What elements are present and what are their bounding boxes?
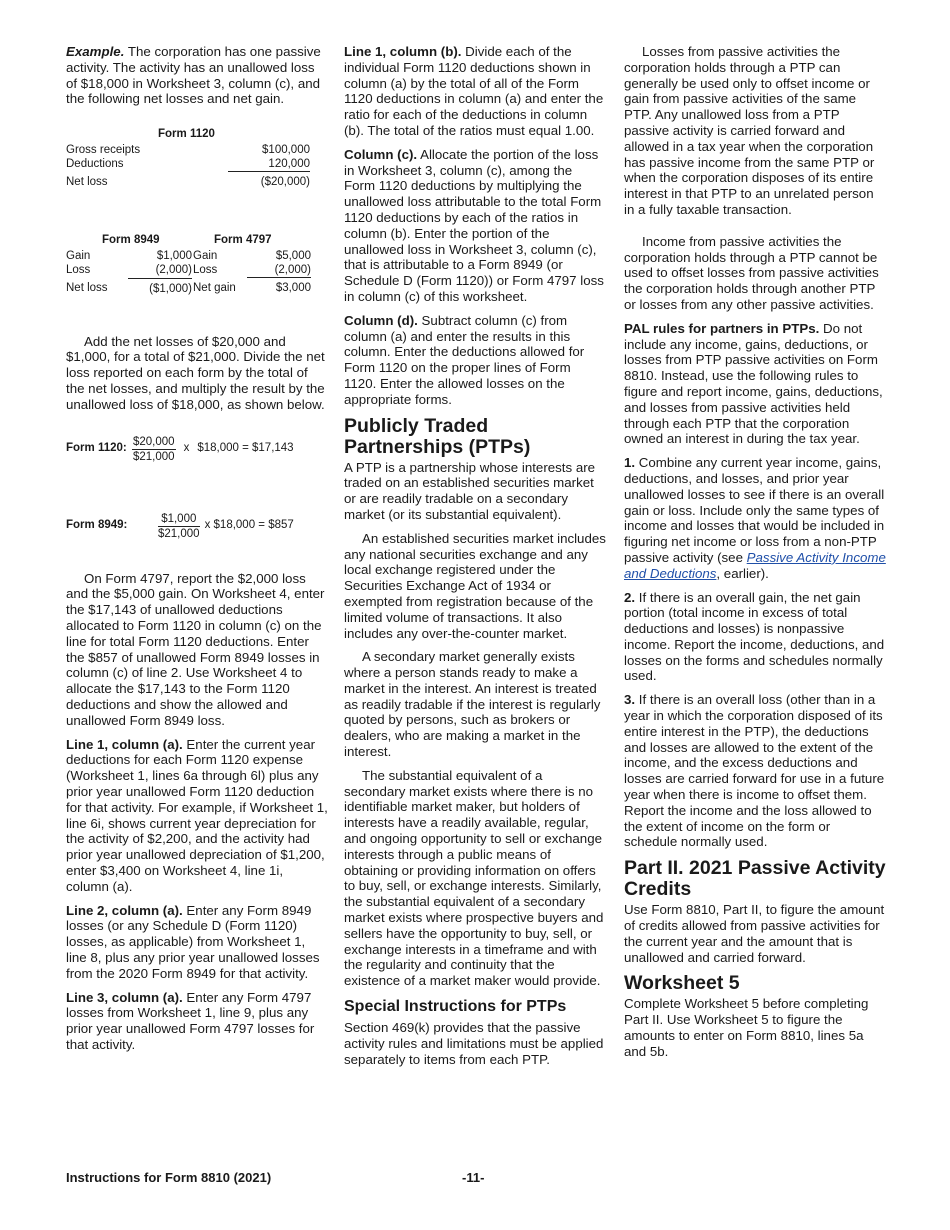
column-d-paragraph: Column (d). Subtract column (c) from column (a) and enter the results in this column. Enter the deductions allowed for Form 1120 on the proper lines of Form 1120. Enter the allowed losses on the appropriate forms. [344,312,585,407]
form-8949-calculation: Form 8949: $\frac{\$1,000}{\$21,000}$ x $18,000 = $857 [66,512,294,540]
column-2 [344,44,606,1075]
ptp-income-paragraph: Income from passive activities the corporation holds through a PTP cannot be used to offset losses from passive activities the corporation holds through another PTP or losses from any other passive activities. [624,233,879,312]
line1-col-a-paragraph: Line 1, column (a). Enter the current year deductions for each Form 1120 expense (Worksheet 1, lines 6a through 6l) plus any prior year unallowed Form 1120 deduction for that activity. For example, if Worksheet 1, line 6i, shows current year depreciation for the activity of $2,200, and the activity had prior year unallowed depreciation of $1,200, enter $3,400 on Worksheet 4, line 1i, column (a). [66,736,328,894]
column-c-paragraph: Column (c). Allocate the portion of the loss in Worksheet 3, column (c), among the Form 1120 deductions by multiplying the unallowed loss attributable to the total Form 1120 deductions by each of the ratios in column (b). Enter the portion of the unallowed loss in Worksheet 3, column (c), that is attributable to a Form 8949 (or Schedule D (Form 1120)) or Form 4797 loss in column (c) of this worksheet. [344,146,604,304]
form-4797-paragraph: On Form 4797, report the $2,000 loss and the $5,000 gain. On Worksheet 4, enter the $17,143 of unallowed deductions allocated to Form 1120 in column (c) on the line for total Form 1120 deductions. Enter the $857 of unallowed Form 8949 losses in column (c) of line 2. Use Worksheet 4 to allocate the $17,143 to the Form 1120 deductions and show the allowed and unallowed Form 8949 loss. [66,570,325,728]
column-1 [66,44,328,1061]
rule-1-paragraph: 1. Combine any current year income, gains, deductions, and losses, and prior year unallowed losses to see if there is an overall gain or loss. Include only the same types of income and losses that would be included in figuring net income or loss from a non-PTP passive activity (see Passive Activity Income and Deductions, earlier). [624,455,886,581]
pal-rules-paragraph: PAL rules for partners in PTPs. Do not include any income, gains, deductions, or losses from PTP passive activities on Form 8810. Instead, use the following rules to figure and report income, gains, deductions, and losses from passive activities held through each PTP that the corporation owned an interest in during the tax year. [624,320,883,447]
form-8949-title: Form 8949 [102,234,160,247]
ptp-heading: Publicly Traded Partnerships (PTPs) [344,414,531,458]
line2-col-a-paragraph: Line 2, column (a). Enter any Form 8949 losses (or any Schedule D (Form 1120) losses, as applicable) from Worksheet 1, line 8, plus any prior year unallowed losses from the 2020 Form 8949 for that activity. [66,902,320,981]
add-net-losses-paragraph: Add the net losses of $20,000 and $1,000, for a total of $21,000. Divide the net loss reported on each form by the total of the net losses, and multiply the result by the unallowed loss of $18,000, as shown below. [66,333,325,412]
worksheet-5-paragraph: Complete Worksheet 5 before completing Part II. Use Worksheet 5 to figure the amounts to enter on Form 8810, lines 5a and 5b. [624,996,869,1059]
securities-market-paragraph: An established securities market includes any national securities exchange and any local exchange registered under the Securities Exchange Act of 1934 or exempted from registration because of the limited volume of transactions. It also includes any over-the-counter market. [344,530,606,641]
line3-col-a-paragraph: Line 3, column (a). Enter any Form 4797 losses from Worksheet 1, line 9, plus any prior year unallowed Form 4797 losses for that activity. [66,989,315,1052]
form-1120-calculation: Form 1120: $\frac{\$20,000}{\$21,000}$ x $18,000 = $17,143 [66,435,294,463]
rule-3-paragraph: 3. If there is an overall loss (other than in a year in which the corporation disposed of its entire interest in the PTP), the deductions and losses are allowed to the extent of the income, and the excess deductions and losses are carried forward for use in a future year when there is income to offset them. Report the income and the loss allowed to the extent of income on the form or schedule normally used. [624,692,885,850]
rule-2-paragraph: 2. If there is an overall gain, the net gain portion (total income in excess of total deductions and losses) is nonpassive income. Report the income, deductions, and losses on the forms and schedules normally used. [624,589,885,684]
substantial-equivalent-paragraph: The substantial equivalent of a secondary market exists where there is no identifiable market maker, but holders of interests have a readily available, regular, and ongoing opportunity to sell or exchange interests through a public means of obtaining or providing information on offers to buy, sell, or exchange interests. Similarly, the substantial equivalent of a secondary market exists where prospective buyers and sellers have the opportunity to buy, sell, or exchange interests in a timeframe and with the regularity and continuity that the existence of a market maker would provide. [344,767,604,989]
form-4797-title: Form 4797 [214,234,272,247]
form-1120-table: Form 1120 Gross receipts $100,000 Deductions 120,000 Net loss ($20,000) [66,128,310,189]
secondary-market-paragraph: A secondary market generally exists where a person stands ready to make a market in the interest. An interest is treated as readily tradable if the interest is regularly quoted by persons, such as brokers or dealers, who are making a market in the interest. [344,649,601,760]
section-469k-paragraph: Section 469(k) provides that the passive activity rules and limitations must be applied separately to items from each PTP. [344,1020,604,1067]
form-8949-fraction: $\frac{\$1,000}{\$21,000}$ [158,512,200,540]
form-1120-title: Form 1120 [158,128,215,141]
part-2-paragraph: Use Form 8810, Part II, to figure the amount of credits allowed from passive activities for the current year and the amount that is unallowed and carried forward. [624,902,885,965]
ptp-definition: A PTP is a partnership whose interests are traded on an established securities market or are readily tradable on a secondary market (or its substantial equivalent). [344,459,596,522]
part-2-heading: Part II. 2021 Passive Activity Credits [624,857,886,901]
form-8949-4797-table: Form 8949 Form 4797 Gain $1,000 Gain $5,000 Loss (2,000) Loss (2,000) Net loss ($1,000) Net gain $3,000 [66,234,311,295]
form-1120-fraction: $\frac{\$20,000}{\$21,000}$ [133,435,175,463]
footer-form-title: Instructions for Form 8810 (2021) [66,1170,272,1185]
line1-col-b-paragraph: Line 1, column (b). Divide each of the individual Form 1120 deductions shown in column (a) by the total of all of the Form 1120 deductions in column (a) and enter the ratio for each of the deductions in column (b). The total of the ratios must equal 1.00. [344,44,604,138]
special-instructions-heading: Special Instructions for PTPs [344,998,567,1016]
worksheet-5-heading: Worksheet 5 [624,972,740,995]
passive-activity-income-link[interactable]: Passive Activity Income and Deductions [624,549,886,581]
page-number: -11- [462,1170,485,1185]
column-3 [624,44,886,1068]
example-paragraph: Example. The corporation has one passive activity. The activity has an unallowed loss of $18,000 in Worksheet 3, column (c), and the following net losses and net gain. [66,44,321,107]
ptp-losses-paragraph: Losses from passive activities the corporation holds through a PTP can generally be used only to offset income or gain from passive activities of the same PTP. Any unallowed loss from a PTP passive activity is carried forward and allowed in a tax year when the corporation has passive income from the same PTP or when the corporation disposes of its entire interest in that PTP to an unrelated person in a fully taxable transaction. [624,44,875,217]
